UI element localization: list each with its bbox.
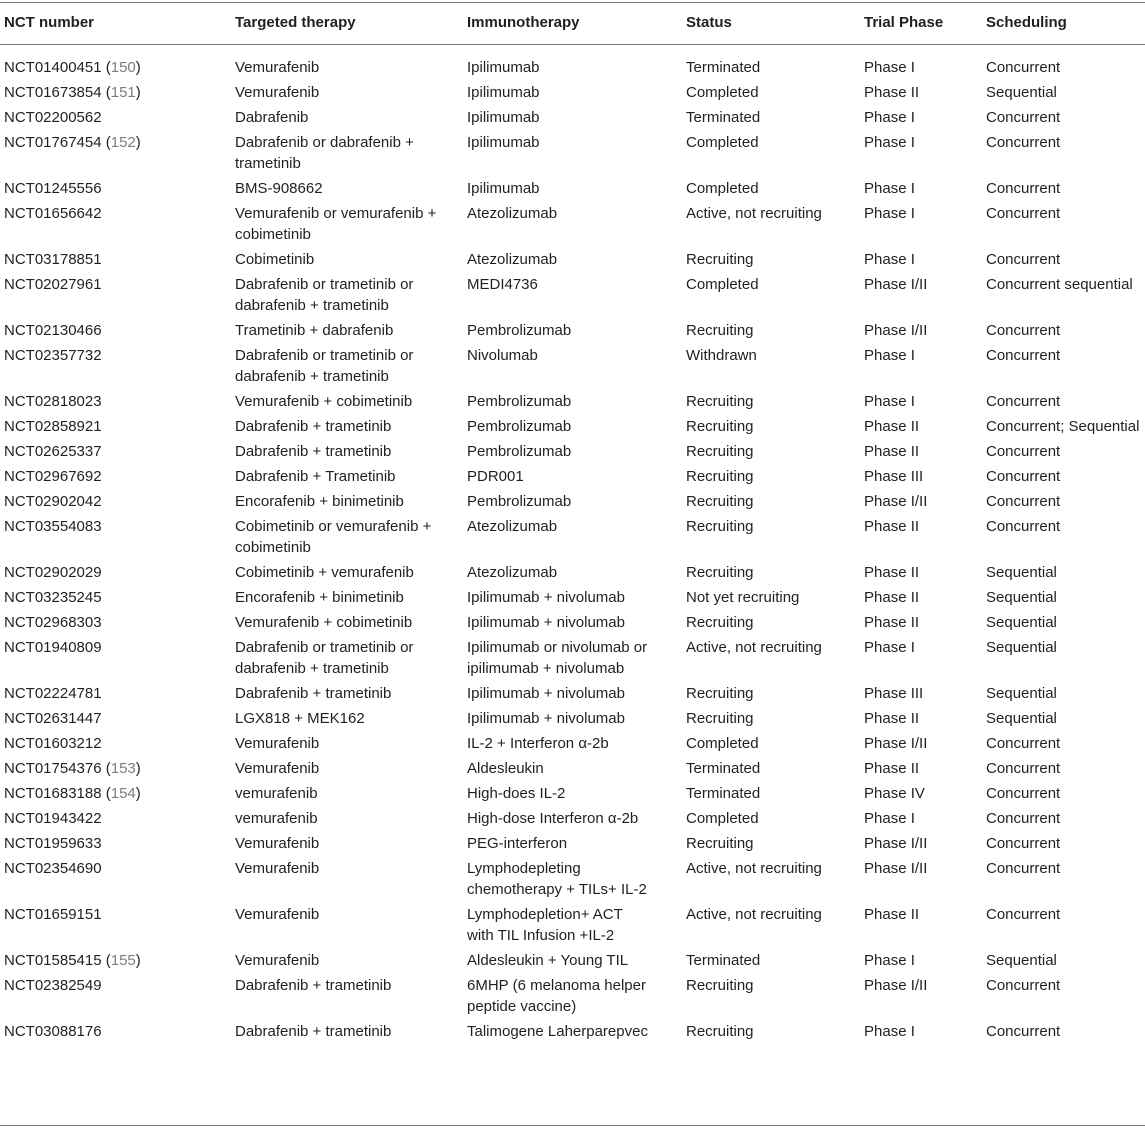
header-targeted-therapy: Targeted therapy [235, 14, 356, 31]
targeted-therapy-cell: Dabrafenib + Trametinib [235, 468, 396, 485]
targeted-therapy-cell: Dabrafenib [235, 109, 309, 126]
targeted-therapy-cell: Vemurafenib [235, 735, 320, 752]
scheduling-cell: Sequential [986, 564, 1057, 581]
scheduling-cell: Concurrent; Sequential [986, 418, 1140, 435]
trial-phase-cell: Phase I [864, 205, 915, 222]
trial-phase-cell: Phase I [864, 810, 915, 827]
status-cell: Completed [686, 810, 759, 827]
targeted-therapy-cell: Trametinib + dabrafenib [235, 322, 394, 339]
trial-phase-cell: Phase II [864, 418, 920, 435]
targeted-therapy-cell: Vemurafenib [235, 906, 320, 923]
immunotherapy-cell: Lymphodepletion+ ACT with TIL Infusion +IL-2 [467, 906, 623, 944]
status-cell: Recruiting [686, 614, 754, 631]
immunotherapy-cell: Aldesleukin + Young TIL [467, 952, 629, 969]
table-row [0, 975, 1145, 1021]
table-row [0, 516, 1145, 562]
trial-phase-cell: Phase II [864, 710, 920, 727]
immunotherapy-cell: Pembrolizumab [467, 322, 572, 339]
trial-phase-cell: Phase I/II [864, 860, 928, 877]
immunotherapy-cell: Ipilimumab + nivolumab [467, 614, 625, 631]
status-cell: Terminated [686, 952, 761, 969]
nct-number: NCT01940809 [4, 639, 102, 656]
table-row [0, 491, 1145, 516]
immunotherapy-cell: MEDI4736 [467, 276, 538, 293]
status-cell: Recruiting [686, 710, 754, 727]
status-cell: Completed [686, 735, 759, 752]
immunotherapy-cell: High-does IL-2 [467, 785, 566, 802]
status-cell: Active, not recruiting [686, 860, 822, 877]
table-row [0, 320, 1145, 345]
scheduling-cell: Concurrent [986, 251, 1061, 268]
targeted-therapy-cell: Dabrafenib or trametinib or dabrafenib + trametinib [235, 639, 414, 677]
status-cell: Terminated [686, 59, 761, 76]
trial-phase-cell: Phase I/II [864, 276, 928, 293]
nct-number-cell: NCT01754376 (153) [4, 760, 141, 777]
table-row [0, 637, 1145, 683]
trial-phase-cell: Phase I/II [864, 322, 928, 339]
targeted-therapy-cell: Vemurafenib + cobimetinib [235, 614, 413, 631]
trial-phase-cell: Phase II [864, 84, 920, 101]
header-nct-number: NCT number [4, 14, 94, 31]
status-cell: Recruiting [686, 322, 754, 339]
immunotherapy-cell: IL-2 + Interferon α-2b [467, 735, 609, 752]
nct-number: NCT01245556 [4, 180, 102, 197]
targeted-therapy-cell: Dabrafenib + trametinib [235, 977, 392, 994]
nct-number: NCT03235245 [4, 589, 102, 606]
nct-number: NCT03088176 [4, 1023, 102, 1040]
table-row [0, 708, 1145, 733]
nct-number-cell [0, 733, 235, 754]
nct-number: NCT01943422 [4, 810, 102, 827]
nct-number-cell [0, 683, 235, 704]
status-cell: Terminated [686, 785, 761, 802]
nct-number-cell: NCT01683188 (154) [4, 785, 141, 802]
nct-number: NCT02818023 [4, 393, 102, 410]
status-cell: Completed [686, 84, 759, 101]
immunotherapy-cell: Ipilimumab [467, 109, 540, 126]
trial-phase-cell: Phase III [864, 468, 924, 485]
immunotherapy-cell: PEG-interferon [467, 835, 568, 852]
nct-number-cell [0, 416, 235, 437]
table-body [0, 44, 1145, 1046]
immunotherapy-cell: Aldesleukin [467, 760, 544, 777]
scheduling-cell: Concurrent [986, 468, 1061, 485]
reference-link[interactable]: 153 [110, 760, 136, 777]
nct-number: NCT02902029 [4, 564, 102, 581]
reference-link[interactable]: 152 [110, 134, 136, 151]
table-row [0, 466, 1145, 491]
status-cell: Recruiting [686, 418, 754, 435]
immunotherapy-cell: Ipilimumab or nivolumab or ipilimumab + nivolumab [467, 639, 648, 677]
trial-phase-cell: Phase I [864, 180, 915, 197]
header-immunotherapy: Immunotherapy [467, 14, 580, 31]
status-cell: Recruiting [686, 251, 754, 268]
nct-number: NCT02858921 [4, 418, 102, 435]
trial-phase-cell: Phase I [864, 393, 915, 410]
scheduling-cell: Sequential [986, 952, 1057, 969]
table-row [0, 44, 1145, 82]
trial-phase-cell: Phase I/II [864, 835, 928, 852]
status-cell: Recruiting [686, 977, 754, 994]
table-row [0, 82, 1145, 107]
table-bottom-rule [0, 1125, 1145, 1126]
status-cell: Recruiting [686, 468, 754, 485]
trial-phase-cell: Phase I [864, 109, 915, 126]
nct-number-cell [0, 904, 235, 946]
nct-number-cell [0, 203, 235, 245]
status-cell: Completed [686, 134, 759, 151]
immunotherapy-cell: Atezolizumab [467, 518, 558, 535]
nct-number-cell [0, 833, 235, 854]
table-row [0, 587, 1145, 612]
trial-phase-cell: Phase II [864, 564, 920, 581]
nct-number-cell [0, 808, 235, 829]
nct-number-cell [0, 1021, 235, 1042]
status-cell: Not yet recruiting [686, 589, 800, 606]
table-row [0, 683, 1145, 708]
nct-number-cell: NCT01673854 (151) [4, 84, 141, 101]
table-row [0, 1021, 1145, 1046]
targeted-therapy-cell: Vemurafenib [235, 835, 320, 852]
immunotherapy-cell: Ipilimumab + nivolumab [467, 685, 625, 702]
immunotherapy-cell: Nivolumab [467, 347, 538, 364]
nct-number: NCT01754376 [4, 760, 102, 777]
targeted-therapy-cell: LGX818 + MEK162 [235, 710, 365, 727]
scheduling-cell: Concurrent [986, 835, 1061, 852]
nct-number-cell [0, 562, 235, 583]
nct-number: NCT02902042 [4, 493, 102, 510]
nct-number-cell: NCT01400451 (150) [4, 59, 141, 76]
scheduling-cell: Concurrent [986, 735, 1061, 752]
reference-link[interactable]: 150 [110, 59, 136, 76]
status-cell: Completed [686, 180, 759, 197]
status-cell: Withdrawn [686, 347, 757, 364]
header-trial-phase: Trial Phase [864, 14, 944, 31]
status-cell: Recruiting [686, 835, 754, 852]
nct-number: NCT02357732 [4, 347, 102, 364]
nct-number-cell [0, 274, 235, 316]
scheduling-cell: Concurrent [986, 906, 1061, 923]
trial-phase-cell: Phase II [864, 589, 920, 606]
nct-number: NCT02968303 [4, 614, 102, 631]
table-row [0, 178, 1145, 203]
immunotherapy-cell: Atezolizumab [467, 251, 558, 268]
table-header [0, 0, 1145, 44]
table-row [0, 808, 1145, 833]
table-row [0, 391, 1145, 416]
nct-number: NCT01959633 [4, 835, 102, 852]
status-cell: Recruiting [686, 685, 754, 702]
table-row [0, 783, 1145, 808]
targeted-therapy-cell: Encorafenib + binimetinib [235, 589, 404, 606]
table-row [0, 416, 1145, 441]
trial-phase-cell: Phase I [864, 347, 915, 364]
trial-phase-cell: Phase I/II [864, 735, 928, 752]
nct-number: NCT02200562 [4, 109, 102, 126]
targeted-therapy-cell: Vemurafenib [235, 59, 320, 76]
scheduling-cell: Concurrent [986, 518, 1061, 535]
nct-number-cell [0, 491, 235, 512]
nct-number-cell [0, 612, 235, 633]
nct-number-cell [0, 516, 235, 558]
nct-number: NCT01683188 [4, 785, 102, 802]
trial-phase-cell: Phase II [864, 614, 920, 631]
targeted-therapy-cell: Dabrafenib + trametinib [235, 685, 392, 702]
nct-number-cell [0, 708, 235, 729]
table-row [0, 950, 1145, 975]
table-row [0, 203, 1145, 249]
trial-phase-cell: Phase I/II [864, 493, 928, 510]
targeted-therapy-cell: Dabrafenib or trametinib or dabrafenib + trametinib [235, 347, 414, 385]
header-scheduling: Scheduling [986, 14, 1067, 31]
nct-number-cell [0, 441, 235, 462]
trial-phase-cell: Phase I/II [864, 977, 928, 994]
scheduling-cell: Concurrent [986, 347, 1061, 364]
targeted-therapy-cell: Dabrafenib + trametinib [235, 1023, 392, 1040]
targeted-therapy-cell: Vemurafenib or vemurafenib + cobimetinib [235, 205, 437, 243]
status-cell: Active, not recruiting [686, 906, 822, 923]
trial-phase-cell: Phase II [864, 760, 920, 777]
immunotherapy-cell: Ipilimumab + nivolumab [467, 710, 625, 727]
scheduling-cell: Sequential [986, 639, 1057, 656]
immunotherapy-cell: Atezolizumab [467, 564, 558, 581]
immunotherapy-cell: High-dose Interferon α-2b [467, 810, 639, 827]
trial-phase-cell: Phase I [864, 952, 915, 969]
status-cell: Recruiting [686, 518, 754, 535]
reference-link[interactable]: 155 [110, 952, 136, 969]
nct-number: NCT02625337 [4, 443, 102, 460]
targeted-therapy-cell: Vemurafenib [235, 760, 320, 777]
targeted-therapy-cell: Vemurafenib [235, 860, 320, 877]
trial-phase-cell: Phase II [864, 518, 920, 535]
nct-number-cell [0, 975, 235, 1017]
status-cell: Recruiting [686, 564, 754, 581]
scheduling-cell: Concurrent [986, 109, 1061, 126]
immunotherapy-cell: Ipilimumab [467, 134, 540, 151]
nct-number: NCT01767454 [4, 134, 102, 151]
nct-number: NCT02354690 [4, 860, 102, 877]
nct-number-cell [0, 320, 235, 341]
nct-number: NCT01603212 [4, 735, 102, 752]
nct-number: NCT02382549 [4, 977, 102, 994]
scheduling-cell: Concurrent [986, 443, 1061, 460]
scheduling-cell: Sequential [986, 84, 1057, 101]
status-cell: Recruiting [686, 443, 754, 460]
nct-number: NCT03178851 [4, 251, 102, 268]
nct-number-cell [0, 345, 235, 387]
nct-number-cell [0, 178, 235, 199]
nct-number: NCT01673854 [4, 84, 102, 101]
scheduling-cell: Concurrent [986, 977, 1061, 994]
trial-phase-cell: Phase II [864, 906, 920, 923]
targeted-therapy-cell: Vemurafenib [235, 952, 320, 969]
table-row [0, 833, 1145, 858]
nct-number-cell [0, 858, 235, 900]
nct-number-cell [0, 249, 235, 270]
nct-number: NCT01400451 [4, 59, 102, 76]
table-row [0, 249, 1145, 274]
immunotherapy-cell: Atezolizumab [467, 205, 558, 222]
nct-number: NCT03554083 [4, 518, 102, 535]
table-row [0, 274, 1145, 320]
scheduling-cell: Concurrent sequential [986, 276, 1133, 293]
targeted-therapy-cell: Dabrafenib or trametinib or dabrafenib + trametinib [235, 276, 414, 314]
targeted-therapy-cell: Cobimetinib or vemurafenib + cobimetinib [235, 518, 432, 556]
scheduling-cell: Concurrent [986, 205, 1061, 222]
status-cell: Recruiting [686, 493, 754, 510]
nct-number: NCT02631447 [4, 710, 102, 727]
immunotherapy-cell: Ipilimumab + nivolumab [467, 589, 625, 606]
nct-number-cell [0, 391, 235, 412]
nct-number-cell [0, 107, 235, 128]
status-cell: Terminated [686, 109, 761, 126]
trial-phase-cell: Phase I [864, 1023, 915, 1040]
table-row [0, 904, 1145, 950]
immunotherapy-cell: Pembrolizumab [467, 493, 572, 510]
nct-number: NCT01656642 [4, 205, 102, 222]
scheduling-cell: Concurrent [986, 860, 1061, 877]
nct-number: NCT02130466 [4, 322, 102, 339]
trial-phase-cell: Phase I [864, 251, 915, 268]
table-row [0, 562, 1145, 587]
table-row [0, 132, 1145, 178]
scheduling-cell: Sequential [986, 589, 1057, 606]
status-cell: Terminated [686, 760, 761, 777]
targeted-therapy-cell: Cobimetinib [235, 251, 315, 268]
table-row [0, 441, 1145, 466]
scheduling-cell: Concurrent [986, 393, 1061, 410]
scheduling-cell: Sequential [986, 685, 1057, 702]
table-row [0, 345, 1145, 391]
immunotherapy-cell: Ipilimumab [467, 84, 540, 101]
nct-number: NCT01659151 [4, 906, 102, 923]
targeted-therapy-cell: vemurafenib [235, 785, 318, 802]
scheduling-cell: Concurrent [986, 760, 1061, 777]
immunotherapy-cell: Talimogene Laherparepvec [467, 1023, 648, 1040]
scheduling-cell: Concurrent [986, 785, 1061, 802]
scheduling-cell: Concurrent [986, 322, 1061, 339]
targeted-therapy-cell: Dabrafenib + trametinib [235, 443, 392, 460]
immunotherapy-cell: Ipilimumab [467, 180, 540, 197]
table-row [0, 107, 1145, 132]
targeted-therapy-cell: Dabrafenib or dabrafenib + trametinib [235, 134, 414, 172]
trial-phase-cell: Phase I [864, 639, 915, 656]
status-cell: Recruiting [686, 393, 754, 410]
scheduling-cell: Sequential [986, 710, 1057, 727]
targeted-therapy-cell: Vemurafenib + cobimetinib [235, 393, 413, 410]
nct-number: NCT02224781 [4, 685, 102, 702]
immunotherapy-cell: 6MHP (6 melanoma helper peptide vaccine) [467, 977, 646, 1015]
table-row [0, 758, 1145, 783]
immunotherapy-cell: Pembrolizumab [467, 393, 572, 410]
immunotherapy-cell: Ipilimumab [467, 59, 540, 76]
nct-number: NCT01585415 [4, 952, 102, 969]
status-cell: Recruiting [686, 1023, 754, 1040]
trial-phase-cell: Phase IV [864, 785, 925, 802]
table-row [0, 733, 1145, 758]
nct-number-cell [0, 466, 235, 487]
nct-number-cell [0, 587, 235, 608]
targeted-therapy-cell: Vemurafenib [235, 84, 320, 101]
nct-number: NCT02027961 [4, 276, 102, 293]
reference-link[interactable]: 154 [110, 785, 136, 802]
status-cell: Active, not recruiting [686, 639, 822, 656]
table-row [0, 858, 1145, 904]
table-row [0, 612, 1145, 637]
scheduling-cell: Concurrent [986, 493, 1061, 510]
targeted-therapy-cell: Encorafenib + binimetinib [235, 493, 404, 510]
trial-phase-cell: Phase I [864, 134, 915, 151]
immunotherapy-cell: PDR001 [467, 468, 524, 485]
scheduling-cell: Sequential [986, 614, 1057, 631]
header-status: Status [686, 14, 732, 31]
immunotherapy-cell: Lymphodepleting chemotherapy + TILs+ IL-2 [467, 860, 647, 898]
scheduling-cell: Concurrent [986, 59, 1061, 76]
nct-number-cell: NCT01585415 (155) [4, 952, 141, 969]
targeted-therapy-cell: Dabrafenib + trametinib [235, 418, 392, 435]
targeted-therapy-cell: vemurafenib [235, 810, 318, 827]
status-cell: Completed [686, 276, 759, 293]
nct-number-cell [0, 637, 235, 679]
immunotherapy-cell: Pembrolizumab [467, 443, 572, 460]
immunotherapy-cell: Pembrolizumab [467, 418, 572, 435]
targeted-therapy-cell: BMS-908662 [235, 180, 323, 197]
targeted-therapy-cell: Cobimetinib + vemurafenib [235, 564, 414, 581]
scheduling-cell: Concurrent [986, 180, 1061, 197]
scheduling-cell: Concurrent [986, 1023, 1061, 1040]
reference-link[interactable]: 151 [110, 84, 136, 101]
trial-phase-cell: Phase II [864, 443, 920, 460]
scheduling-cell: Concurrent [986, 134, 1061, 151]
nct-number: NCT02967692 [4, 468, 102, 485]
trial-phase-cell: Phase III [864, 685, 924, 702]
trial-phase-cell: Phase I [864, 59, 915, 76]
status-cell: Active, not recruiting [686, 205, 822, 222]
nct-number-cell: NCT01767454 (152) [4, 134, 141, 151]
scheduling-cell: Concurrent [986, 810, 1061, 827]
